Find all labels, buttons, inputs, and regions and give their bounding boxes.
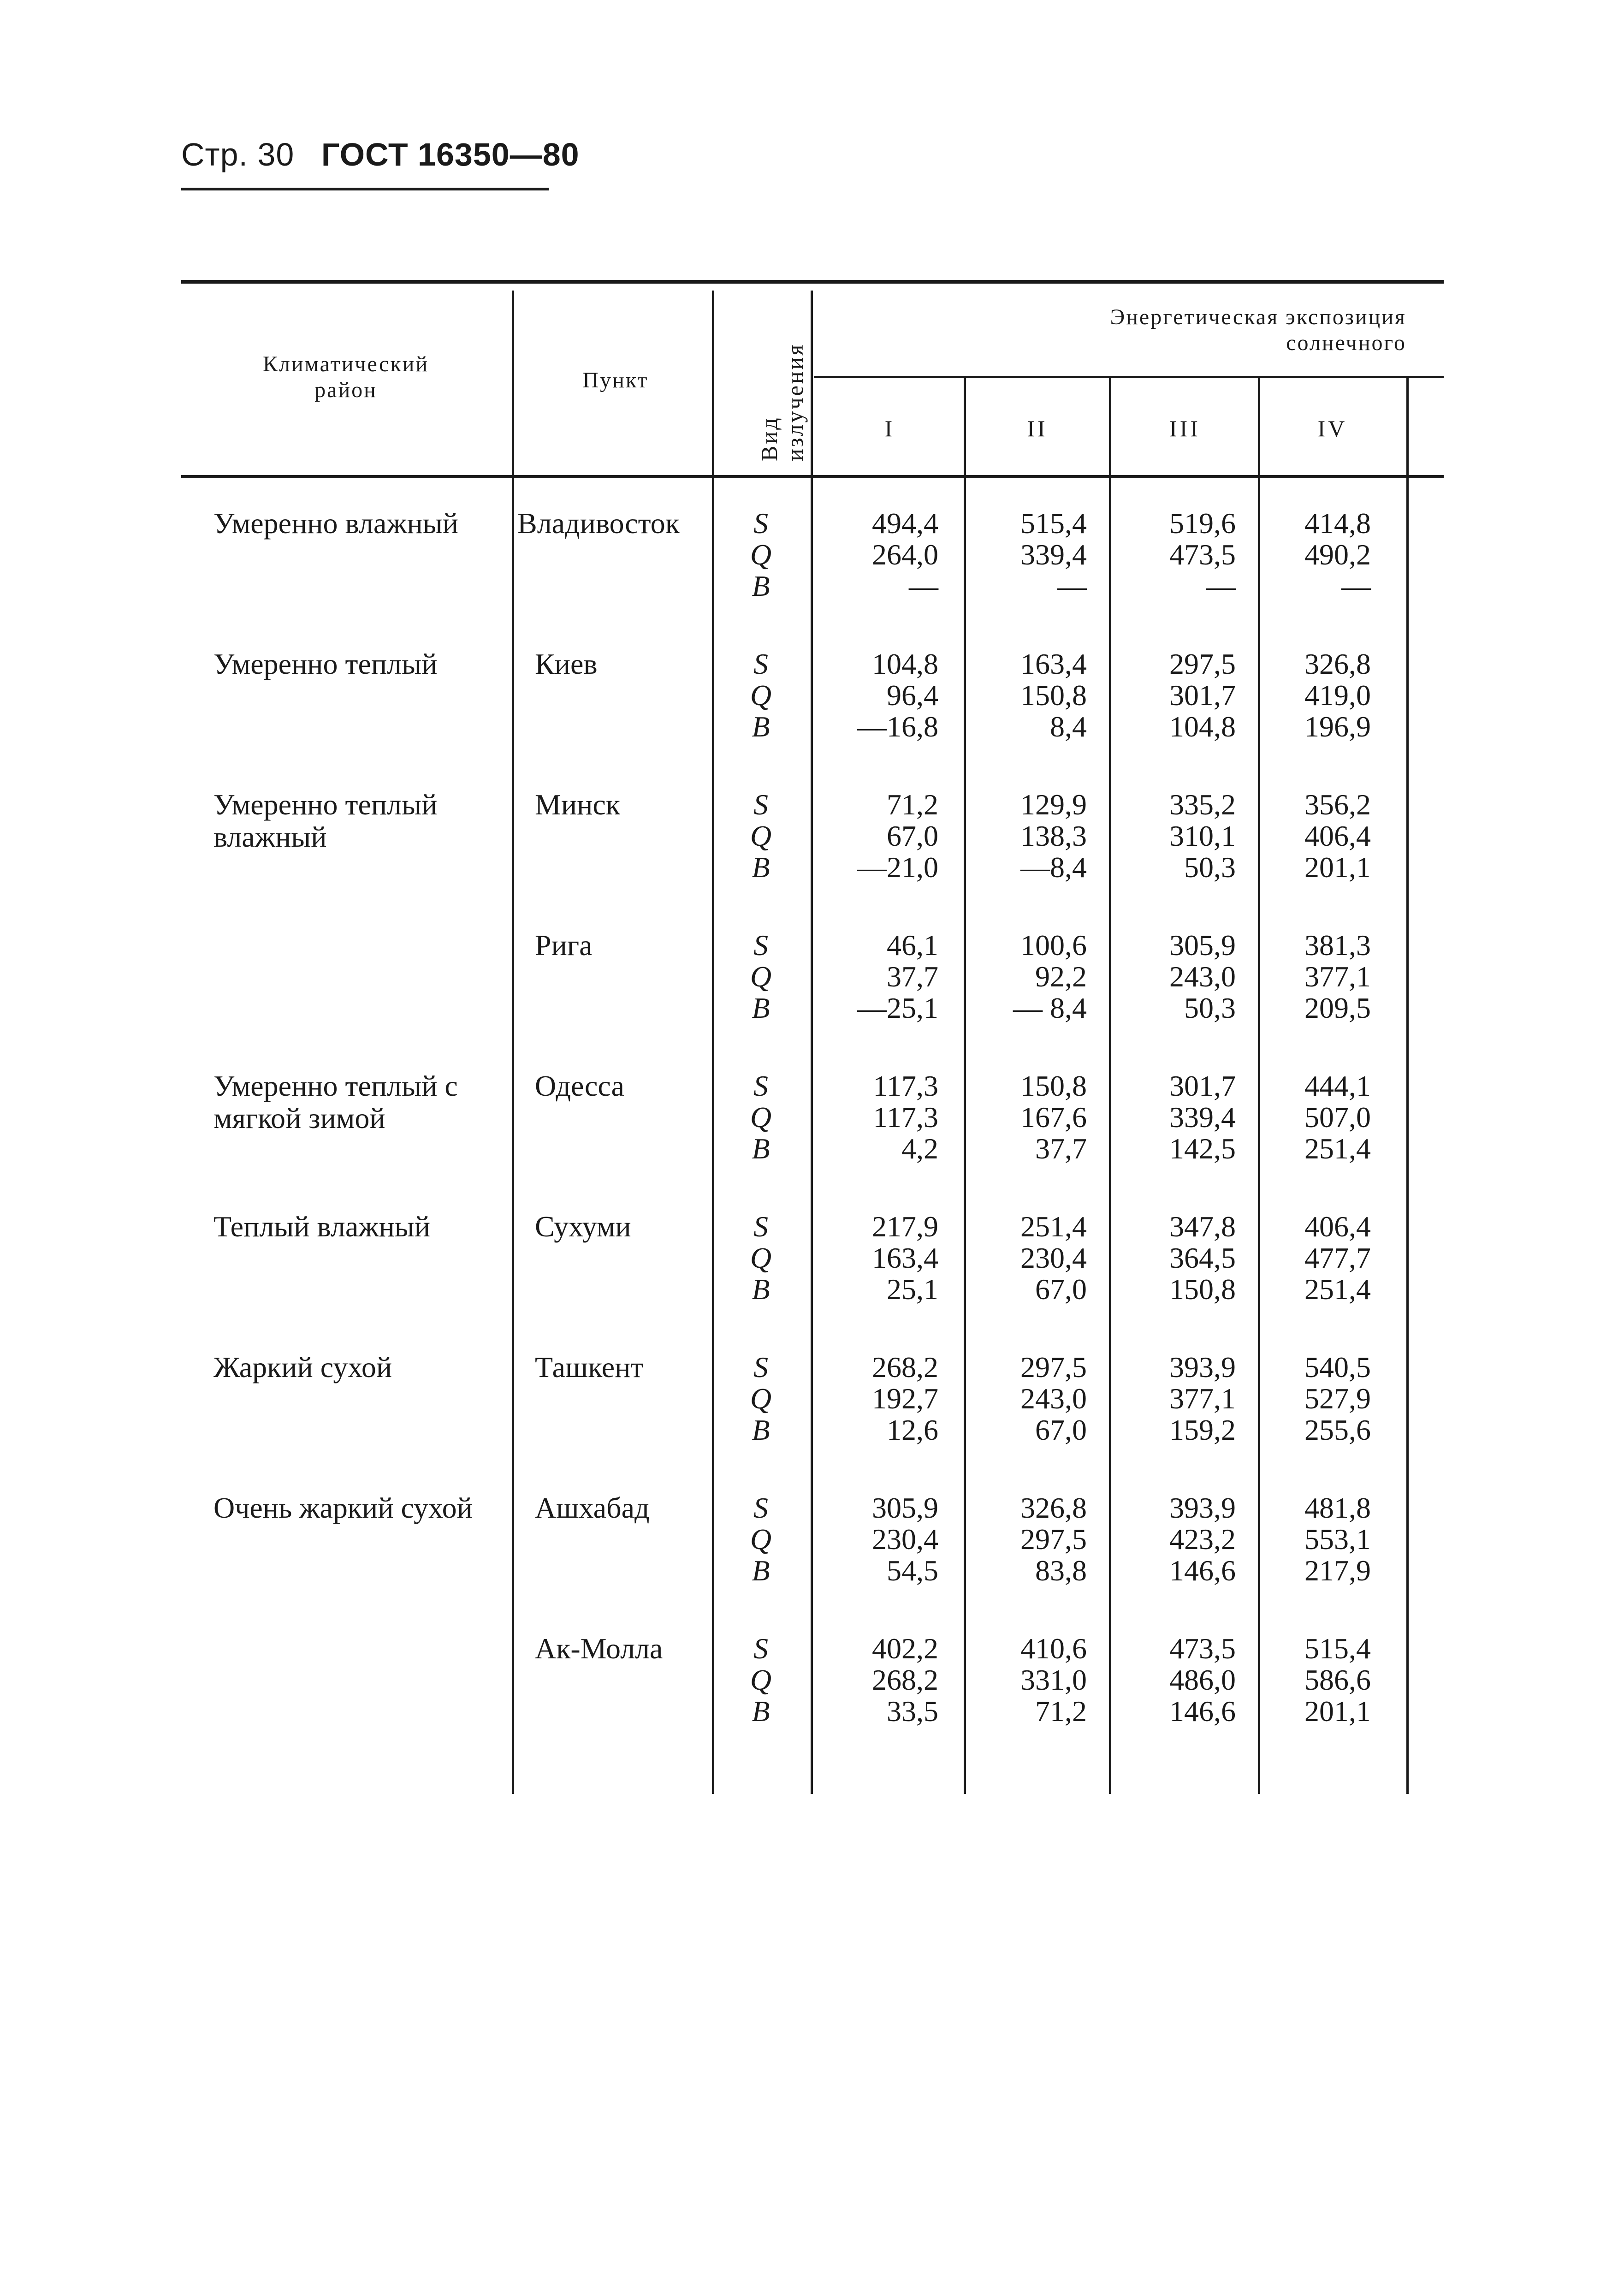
radiation-type-Q: Q [750, 819, 772, 852]
value-cell: 67,0 [887, 819, 938, 852]
value-cell: 117,3 [873, 1069, 938, 1102]
climatic-region-cell: Умеренно теплый [213, 647, 438, 680]
value-cell: 163,4 [1020, 647, 1087, 680]
radiation-type-Q: Q [750, 1523, 772, 1556]
value-cell: 243,0 [1020, 1382, 1087, 1415]
value-cell: 192,7 [872, 1382, 938, 1415]
radiation-type-B: B [752, 1554, 770, 1587]
value-cell: — [1341, 570, 1371, 602]
value-cell: 104,8 [1169, 710, 1236, 743]
value-cell: 406,4 [1304, 819, 1371, 852]
value-cell: 393,9 [1169, 1351, 1236, 1384]
value-cell: 129,9 [1020, 788, 1087, 821]
value-cell: —25,1 [857, 992, 938, 1024]
value-cell: 50,3 [1184, 992, 1236, 1024]
value-cell: 201,1 [1304, 851, 1371, 884]
column-divider [811, 291, 813, 1794]
value-cell: 377,1 [1304, 960, 1371, 993]
value-cell: 423,2 [1169, 1523, 1236, 1556]
value-cell: 8,4 [1050, 710, 1087, 743]
value-cell: 515,4 [1304, 1632, 1371, 1665]
value-cell: 377,1 [1169, 1382, 1236, 1415]
value-cell: — 8,4 [1013, 992, 1087, 1024]
value-cell: 167,6 [1020, 1101, 1087, 1134]
value-cell: 217,9 [1304, 1554, 1371, 1587]
value-cell: 490,2 [1304, 538, 1371, 571]
value-cell: —16,8 [857, 710, 938, 743]
value-cell: 83,8 [1035, 1554, 1087, 1587]
value-cell: 335,2 [1169, 788, 1236, 821]
value-cell: 297,5 [1020, 1351, 1087, 1384]
radiation-type-B: B [752, 570, 770, 602]
value-cell: 301,7 [1169, 679, 1236, 712]
value-cell: 326,8 [1304, 647, 1371, 680]
value-cell: 67,0 [1035, 1413, 1087, 1446]
value-cell: 96,4 [887, 679, 938, 712]
radiation-type-S: S [753, 788, 768, 821]
header-energy-exposure: Энергетическая экспозиция солнечного [1110, 305, 1406, 355]
value-cell: 477,7 [1304, 1241, 1371, 1274]
city-cell: Сухуми [535, 1210, 631, 1243]
value-cell: 473,5 [1169, 1632, 1236, 1665]
value-cell: 33,5 [887, 1695, 938, 1728]
value-cell: 326,8 [1020, 1491, 1087, 1524]
value-cell: 305,9 [1169, 929, 1236, 962]
value-cell: 586,6 [1304, 1663, 1371, 1696]
value-cell: 414,8 [1304, 507, 1371, 540]
city-cell: Ак-Молла [535, 1632, 663, 1665]
header-month-1: I [884, 416, 895, 441]
value-cell: 515,4 [1020, 507, 1087, 540]
header-radiation-type: Вид излучения [756, 343, 808, 461]
value-cell: 473,5 [1169, 538, 1236, 571]
value-cell: 217,9 [872, 1210, 938, 1243]
document-id: ГОСТ 16350—80 [321, 137, 580, 172]
radiation-type-S: S [753, 1632, 768, 1665]
value-cell: 347,8 [1169, 1210, 1236, 1243]
radiation-type-S: S [753, 507, 768, 540]
radiation-type-Q: Q [750, 1241, 772, 1274]
value-cell: 243,0 [1169, 960, 1236, 993]
radiation-type-Q: Q [750, 1663, 772, 1696]
value-cell: 251,4 [1304, 1132, 1371, 1165]
value-cell: — [909, 570, 938, 602]
value-cell: 301,7 [1169, 1069, 1236, 1102]
value-cell: 71,2 [887, 788, 938, 821]
radiation-type-S: S [753, 1351, 768, 1384]
value-cell: 264,0 [872, 538, 938, 571]
value-cell: 419,0 [1304, 679, 1371, 712]
city-cell: Одесса [535, 1069, 624, 1102]
value-cell: 142,5 [1169, 1132, 1236, 1165]
page-number: Стр. 30 [181, 137, 295, 172]
value-cell: —21,0 [857, 851, 938, 884]
value-cell: 410,6 [1020, 1632, 1087, 1665]
value-cell: 402,2 [872, 1632, 938, 1665]
value-cell: 297,5 [1169, 647, 1236, 680]
climatic-region-cell: Умеренно теплый влажный [213, 788, 438, 853]
value-cell: 494,4 [872, 507, 938, 540]
value-cell: —8,4 [1020, 851, 1087, 884]
value-cell: 230,4 [872, 1523, 938, 1556]
radiation-type-B: B [752, 1132, 770, 1165]
radiation-type-B: B [752, 710, 770, 743]
value-cell: 163,4 [872, 1241, 938, 1274]
column-divider [1109, 378, 1111, 1794]
value-cell: 486,0 [1169, 1663, 1236, 1696]
value-cell: 150,8 [1169, 1273, 1236, 1306]
value-cell: 364,5 [1169, 1241, 1236, 1274]
radiation-type-Q: Q [750, 1382, 772, 1415]
climatic-region-cell: Умеренно теплый с мягкой зимой [213, 1069, 458, 1134]
value-cell: 209,5 [1304, 992, 1371, 1024]
value-cell: 117,3 [873, 1101, 938, 1134]
value-cell: 268,2 [872, 1663, 938, 1696]
table-top-rule [181, 280, 1444, 284]
value-cell: 381,3 [1304, 929, 1371, 962]
value-cell: 481,8 [1304, 1491, 1371, 1524]
radiation-type-B: B [752, 992, 770, 1024]
value-cell: 104,8 [872, 647, 938, 680]
value-cell: 230,4 [1020, 1241, 1087, 1274]
header-month-3: III [1169, 416, 1201, 441]
page-header [181, 136, 580, 174]
value-cell: 297,5 [1020, 1523, 1087, 1556]
header-month-2: II [1027, 416, 1048, 441]
column-divider [1406, 378, 1409, 1794]
header-climatic-region: Климатический район [262, 352, 429, 402]
value-cell: 251,4 [1304, 1273, 1371, 1306]
radiation-type-Q: Q [750, 960, 772, 993]
header-month-4: IV [1317, 416, 1348, 441]
value-cell: 251,4 [1020, 1210, 1087, 1243]
value-cell: — [1057, 570, 1087, 602]
radiation-type-S: S [753, 1491, 768, 1524]
value-cell: 339,4 [1169, 1101, 1236, 1134]
value-cell: 92,2 [1035, 960, 1087, 993]
header-city: Пункт [582, 368, 649, 392]
value-cell: 255,6 [1304, 1413, 1371, 1446]
value-cell: 50,3 [1184, 851, 1236, 884]
city-cell: Минск [535, 788, 620, 821]
value-cell: 46,1 [887, 929, 938, 962]
value-cell: 553,1 [1304, 1523, 1371, 1556]
city-cell: Рига [535, 929, 593, 962]
value-cell: 150,8 [1020, 679, 1087, 712]
value-cell: 201,1 [1304, 1695, 1371, 1728]
value-cell: 146,6 [1169, 1554, 1236, 1587]
value-cell: 100,6 [1020, 929, 1087, 962]
climatic-region-cell: Очень жаркий сухой [213, 1491, 473, 1524]
radiation-type-B: B [752, 1273, 770, 1306]
radiation-type-S: S [753, 1210, 768, 1243]
radiation-type-S: S [753, 1069, 768, 1102]
value-cell: 146,6 [1169, 1695, 1236, 1728]
value-cell: 37,7 [1035, 1132, 1087, 1165]
column-divider [712, 291, 714, 1794]
value-cell: 138,3 [1020, 819, 1087, 852]
climatic-region-cell: Жаркий сухой [213, 1351, 392, 1384]
value-cell: 268,2 [872, 1351, 938, 1384]
climatic-region-cell: Теплый влажный [213, 1210, 430, 1243]
radiation-type-S: S [753, 929, 768, 962]
value-cell: 37,7 [887, 960, 938, 993]
radiation-type-Q: Q [750, 538, 772, 571]
column-divider [512, 291, 514, 1794]
value-cell: 71,2 [1035, 1695, 1087, 1728]
value-cell: 507,0 [1304, 1101, 1371, 1134]
value-cell: 159,2 [1169, 1413, 1236, 1446]
value-cell: — [1206, 570, 1236, 602]
radiation-type-Q: Q [750, 1101, 772, 1134]
radiation-type-Q: Q [750, 679, 772, 712]
header-underline [181, 188, 549, 190]
value-cell: 444,1 [1304, 1069, 1371, 1102]
value-cell: 150,8 [1020, 1069, 1087, 1102]
value-cell: 12,6 [887, 1413, 938, 1446]
value-cell: 519,6 [1169, 507, 1236, 540]
value-cell: 67,0 [1035, 1273, 1087, 1306]
value-cell: 25,1 [887, 1273, 938, 1306]
value-cell: 540,5 [1304, 1351, 1371, 1384]
radiation-type-S: S [753, 647, 768, 680]
value-cell: 339,4 [1020, 538, 1087, 571]
city-cell: Ашхабад [535, 1491, 650, 1524]
value-cell: 310,1 [1169, 819, 1236, 852]
city-cell: Ташкент [535, 1351, 644, 1384]
value-cell: 54,5 [887, 1554, 938, 1587]
value-cell: 356,2 [1304, 788, 1371, 821]
value-cell: 4,2 [901, 1132, 938, 1165]
radiation-type-B: B [752, 1413, 770, 1446]
subheader-rule [814, 376, 1444, 378]
value-cell: 406,4 [1304, 1210, 1371, 1243]
radiation-type-B: B [752, 1695, 770, 1728]
column-divider [1258, 378, 1260, 1794]
value-cell: 305,9 [872, 1491, 938, 1524]
value-cell: 527,9 [1304, 1382, 1371, 1415]
city-cell: Киев [535, 647, 598, 680]
value-cell: 196,9 [1304, 710, 1371, 743]
city-cell: Владивосток [517, 507, 680, 540]
climatic-region-cell: Умеренно влажный [213, 507, 458, 540]
radiation-type-B: B [752, 851, 770, 884]
value-cell: 393,9 [1169, 1491, 1236, 1524]
value-cell: 331,0 [1020, 1663, 1087, 1696]
